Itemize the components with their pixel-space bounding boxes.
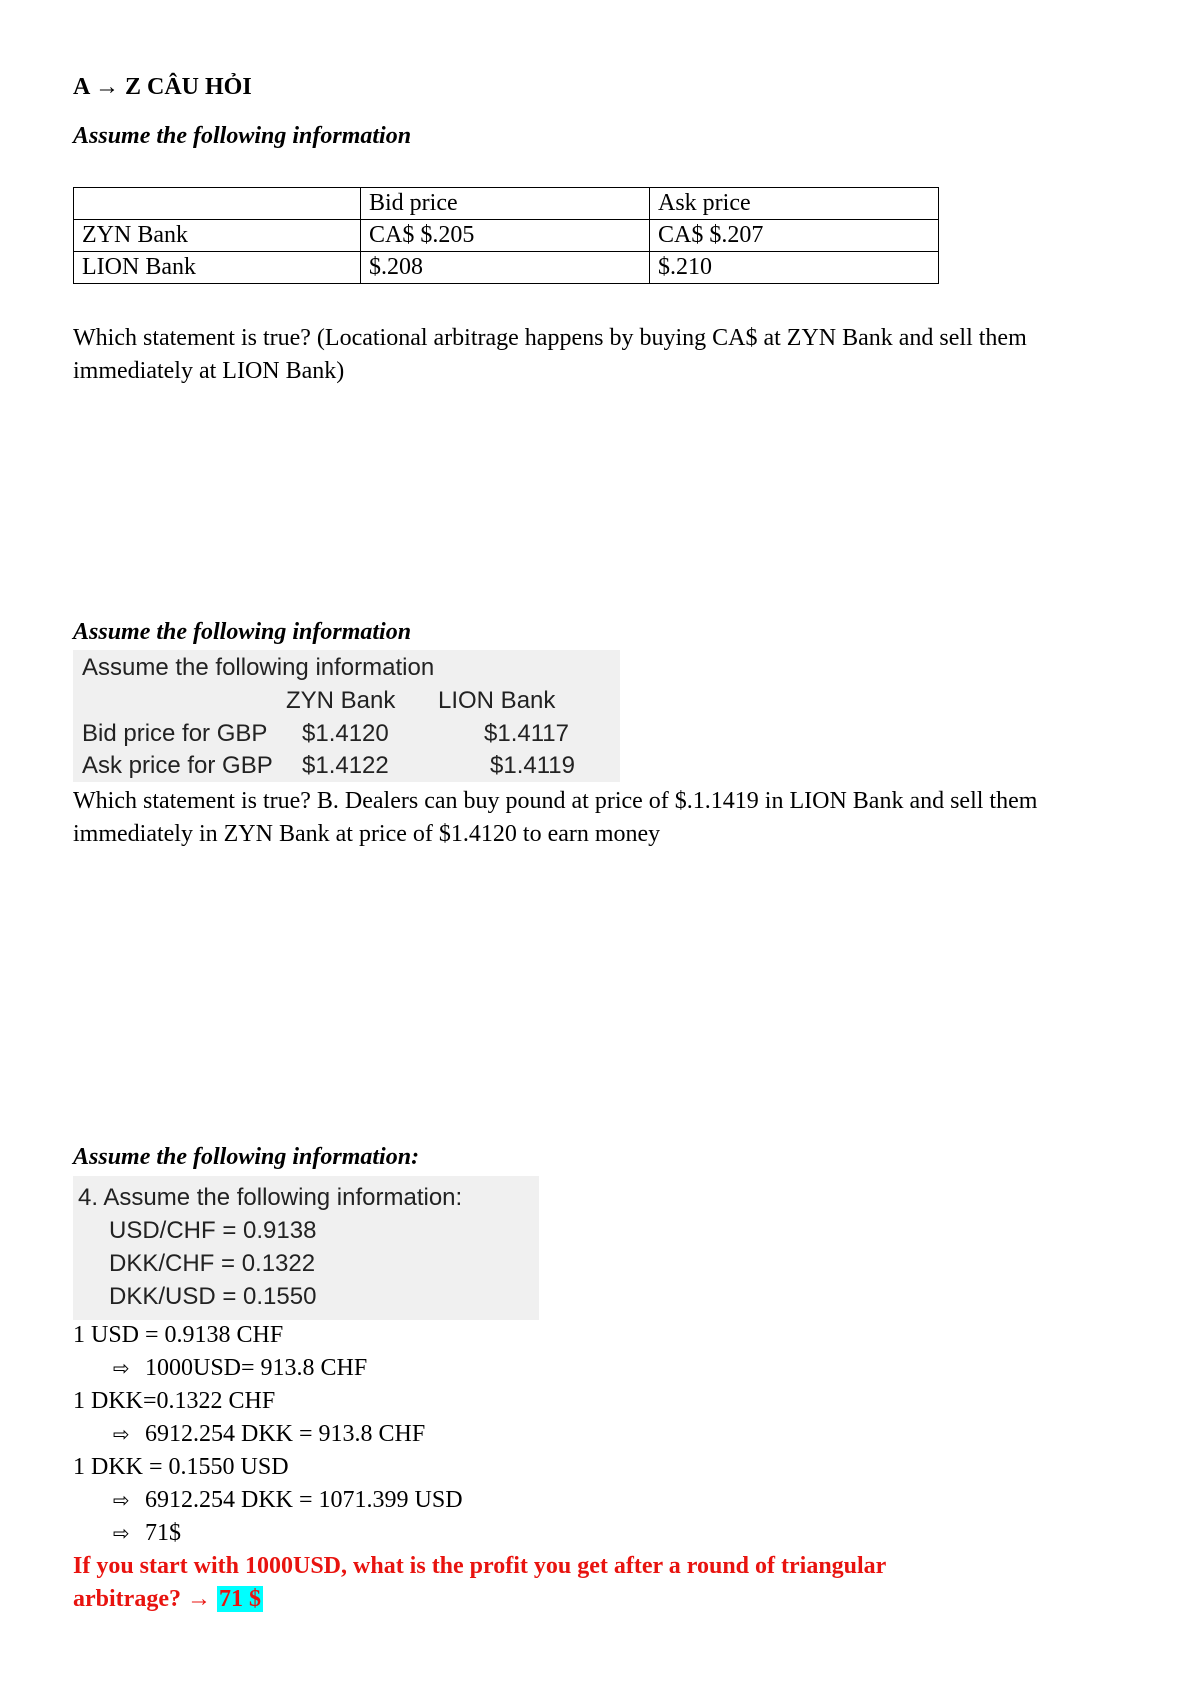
section1-heading: Assume the following information bbox=[73, 123, 412, 149]
section3-heading: Assume the following information: bbox=[73, 1144, 420, 1170]
image-col-zyn: ZYN Bank bbox=[286, 687, 396, 714]
cross-rates-image bbox=[73, 1176, 539, 1320]
calc-line bbox=[113, 1520, 181, 1547]
section1-question: Which statement is true? (Locational arbitrage happens by buying CA$ at ZYN Bank and sell them immediately at LION Bank) bbox=[73, 325, 1027, 384]
gbp-rates-image bbox=[73, 650, 620, 782]
image-ask-lion: $1.4119 bbox=[490, 752, 575, 779]
answer-value: 71 $ bbox=[218, 1586, 261, 1612]
image-line: DKK/USD = 0.1550 bbox=[109, 1283, 317, 1310]
table-cell: LION Bank bbox=[74, 252, 361, 284]
image-bid-lion: $1.4117 bbox=[484, 720, 569, 747]
answer-question-end: arbitrage? → bbox=[73, 1586, 211, 1612]
page-title: A → Z CÂU HỎI bbox=[73, 74, 252, 100]
image-line: 4. Assume the following information: bbox=[78, 1184, 463, 1211]
calc-text: 6912.254 DKK = 913.8 CHF bbox=[145, 1421, 426, 1447]
arrow-icon: ⇨ bbox=[113, 1422, 130, 1446]
image-bid-zyn: $1.4120 bbox=[302, 720, 389, 747]
table-cell: ZYN Bank bbox=[74, 220, 361, 252]
table-header-ask: Ask price bbox=[650, 188, 939, 220]
arrow-icon: ⇨ bbox=[113, 1488, 130, 1512]
table-cell: CA$ $.207 bbox=[650, 220, 939, 252]
calc-line: 1 DKK=0.1322 CHF bbox=[73, 1388, 276, 1414]
image-title: Assume the following information bbox=[82, 654, 435, 681]
calc-line bbox=[113, 1487, 463, 1514]
table-row bbox=[74, 252, 939, 284]
image-line: USD/CHF = 0.9138 bbox=[109, 1217, 317, 1244]
table-cell bbox=[74, 188, 361, 220]
calc-text: 1000USD= 913.8 CHF bbox=[145, 1355, 368, 1381]
rates-table bbox=[73, 187, 939, 284]
calc-line: 1 USD = 0.9138 CHF bbox=[73, 1322, 284, 1348]
table-cell: $.208 bbox=[361, 252, 650, 284]
table-row bbox=[74, 220, 939, 252]
section2-question: Which statement is true? B. Dealers can buy pound at price of $.1.1419 in LION Bank and sell them immediately in ZYN Bank at price of $1.4120 to earn money bbox=[73, 788, 1038, 847]
image-line: DKK/CHF = 0.1322 bbox=[109, 1250, 316, 1277]
table-cell: $.210 bbox=[650, 252, 939, 284]
calc-text: 6912.254 DKK = 1071.399 USD bbox=[145, 1487, 463, 1513]
answer-question: If you start with 1000USD, what is the profit you get after a round of triangular bbox=[73, 1553, 887, 1579]
answer-line bbox=[73, 1586, 263, 1613]
arrow-icon: ⇨ bbox=[113, 1356, 130, 1380]
calc-line: 1 DKK = 0.1550 USD bbox=[73, 1454, 289, 1480]
arrow-icon: ⇨ bbox=[113, 1521, 130, 1545]
image-row-ask-label: Ask price for GBP bbox=[82, 752, 273, 779]
calc-text: 71$ bbox=[145, 1520, 181, 1546]
image-col-lion: LION Bank bbox=[438, 687, 556, 714]
section2-heading: Assume the following information bbox=[73, 619, 412, 645]
calc-line bbox=[113, 1355, 367, 1382]
image-row-bid-label: Bid price for GBP bbox=[82, 720, 268, 747]
image-ask-zyn: $1.4122 bbox=[302, 752, 389, 779]
calc-line bbox=[113, 1421, 425, 1448]
table-cell: CA$ $.205 bbox=[361, 220, 650, 252]
table-header-bid: Bid price bbox=[361, 188, 650, 220]
table-row bbox=[74, 188, 939, 220]
